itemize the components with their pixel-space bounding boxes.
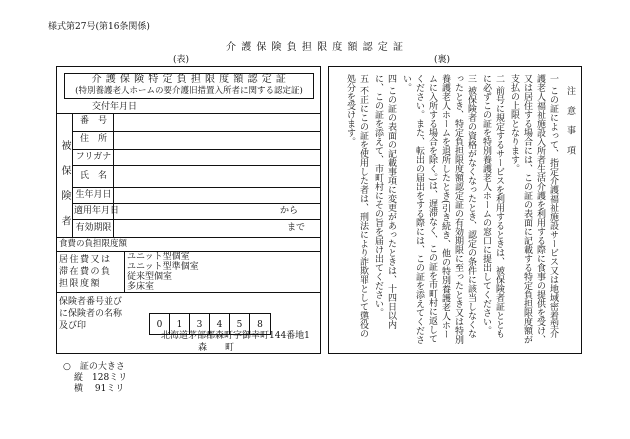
row-label-expiry: 有効期限	[75, 223, 112, 233]
note-item-2: 二 前号に規定するサービスを利用するときは、被保険者証とともに必ずこの証を特別養護老人ホームの窓口に提出してください。	[481, 74, 504, 338]
insured-group-label: 被 保 険 者	[59, 140, 70, 232]
insurer-digit: 3	[190, 314, 210, 334]
size-notes-height: 縦 128ミリ	[74, 373, 128, 383]
certificate-title: 介 護 保 険 特 定 負 担 限 度 額 認 定 証	[91, 74, 287, 85]
size-notes-title: ○ 証の大きさ	[63, 362, 125, 372]
insurer-digit: 1	[170, 314, 190, 334]
food-cost-label: 食費の負担限度額	[59, 239, 128, 249]
insurer-name: 森 町	[198, 343, 235, 353]
row-label-name: 氏 名	[79, 171, 107, 181]
row-label-address: 住 所	[79, 134, 107, 144]
form-number: 様式第27号(第16条関係)	[48, 22, 150, 32]
size-notes-width: 横 91ミリ	[74, 384, 125, 394]
row-label-birth-date: 生年月日	[75, 190, 112, 200]
insurer-digit: 5	[230, 314, 250, 334]
document-title: 介 護 保 険 負 担 限 度 額 認 定 証	[226, 42, 404, 53]
note-item-4: 四 この証の表面の記載事項に変更があったときは、十四日以内に、この証を添えて、市町村にその旨を届け出てください。	[373, 74, 396, 329]
residence-option-multi-bed: 多床室	[127, 282, 155, 292]
residence-option-conventional-private: 従来型個室	[127, 272, 173, 282]
to-label: まで	[287, 223, 306, 233]
residence-option-unit-private: ユニット型個室	[127, 252, 190, 262]
notes-column	[336, 74, 576, 346]
front-side-label: (表)	[173, 55, 190, 65]
insurer-address: 北海道茅部郡森町字御幸町144番地1	[161, 331, 310, 341]
residence-option-unit-semi-private: ユニット型準個室	[127, 262, 199, 272]
certificate-subtitle: (特別養護老人ホームの要介護旧措置入所者に関する認定証)	[75, 86, 303, 96]
row-label-furigana: フリガナ	[75, 152, 112, 162]
insurer-digit: 4	[210, 314, 230, 334]
note-item-3: 三 被保険者の資格がなくなったとき、認定の条件に該当しなくなったとき、特定負担限度額認定証の有効期限に至ったとき又は特別養護老人ホームを退所したとき(引き続き、他の特別養護老人ホームに入所する場合を除く。)は、遅滞なく、この証を市町村に返してください。また、転出の届出をする際には、この証を添えてください。	[401, 74, 476, 344]
insurer-digit: 0	[150, 314, 170, 334]
note-item-5: 五 不正にこの証を使用した者は、刑法により詐欺罪として懲役の処分を受けます。	[345, 74, 368, 338]
notes-title: 注 意 事 項	[565, 86, 575, 159]
note-item-1: 一 この証によって、指定介護福祉施設サービス又は地域密着型介護老人福祉施設入所者生活介護を利用する際に食事の提供を受け、又は居住する場合には、この証の表面に記載する特定負担限度額が支払の上限となります。	[509, 74, 558, 344]
residence-cost-label: 居住費又は滞在費の負担限度額	[59, 255, 112, 289]
issue-date-label: 交付年月日	[92, 102, 138, 112]
insurer-digit: 8	[257, 320, 263, 330]
from-label: から	[280, 206, 299, 216]
insurer-label: 保険者番号並びに保険者の名称及び印	[59, 297, 123, 331]
row-label-number: 番 号	[79, 116, 107, 126]
back-side-label: (裏)	[434, 55, 451, 65]
row-label-start-date: 適用年月日	[74, 206, 120, 216]
